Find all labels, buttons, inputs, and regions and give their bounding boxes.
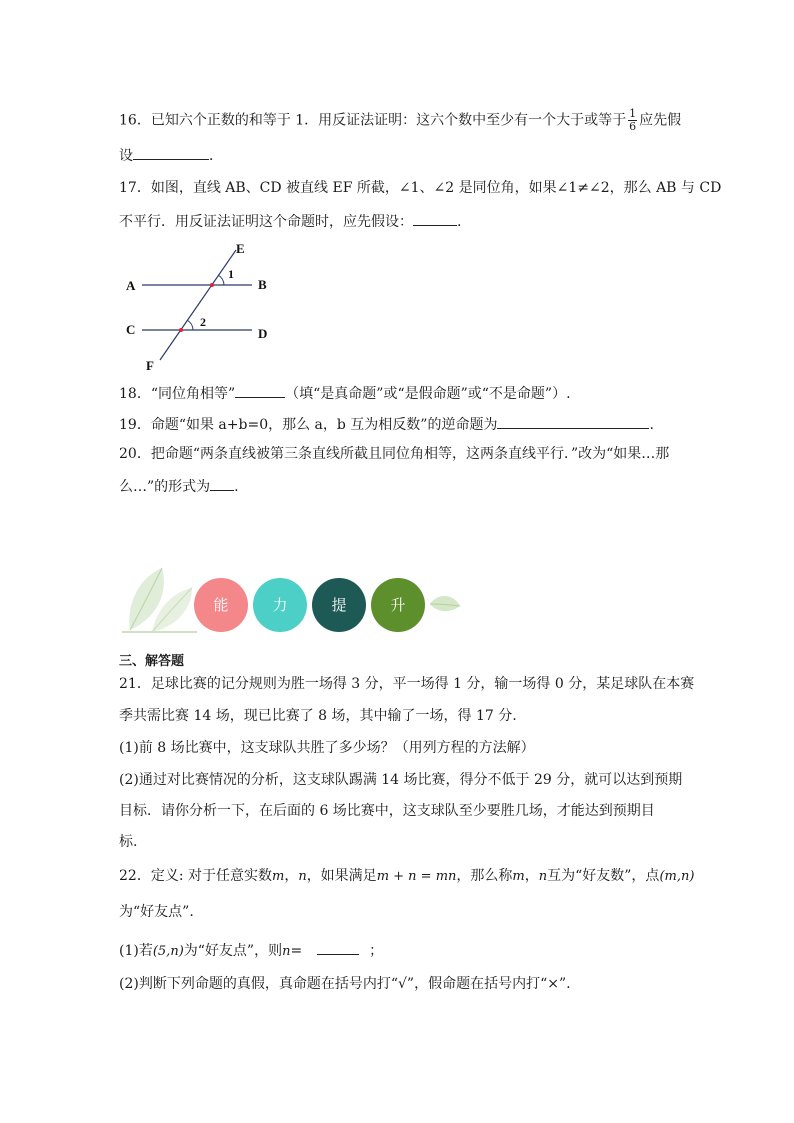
banner-circle-3: 提 [312, 578, 366, 632]
small-leaf-icon [428, 592, 462, 616]
leaf-decoration-icon [122, 566, 197, 634]
q22-line2: 为“好友点”. [119, 904, 194, 920]
angle-1-label: 1 [228, 267, 234, 281]
q22-part2: (2)判断下列命题的真假，真命题在括号内打“√”，假命题在括号内打“×”. [119, 976, 571, 992]
label-c: C [126, 322, 136, 337]
fraction-one-sixth: $\frac{1}{6}$ [629, 107, 637, 133]
banner-circle-1: 能 [194, 578, 248, 632]
q21-part2-line1: (2)通过对比赛情况的分析，这支球队踢满 14 场比赛，得分不低于 29 分，就可以达到预期 [119, 772, 683, 788]
q19-line: 19．命题“如果 a+b=0，那么 a，b 互为相反数”的逆命题为 . [119, 414, 654, 435]
angle-2-label: 2 [200, 315, 206, 329]
q20-line1: 20．把命题“两条直线被第三条直线所截且同位角相等，这两条直线平行．”改为“如果…那 [119, 446, 670, 462]
label-d: D [258, 326, 268, 341]
q18-line: 18．“同位角相等” （填“是真命题”或“是假命题”或“不是命题”）. [119, 383, 571, 404]
banner-circle-2: 力 [253, 578, 307, 632]
q16-line2: 设 ． [119, 145, 223, 166]
answer-blank[interactable] [413, 211, 457, 226]
label-f: F [146, 358, 154, 373]
banner-circle-4: 升 [371, 578, 425, 632]
answer-blank[interactable] [317, 940, 359, 955]
answer-blank[interactable] [235, 383, 285, 398]
q16-line1: 16．已知六个正数的和等于 1．用反证法证明：这六个数中至少有一个大于或等于 $\frac{1}{6}$ 应先假 [119, 107, 682, 133]
angle-2-arc [187, 320, 193, 330]
q17-line1: 17．如图，直线 AB、CD 被直线 EF 所截，∠1、∠2 是同位角，如果∠1≠∠2，那么 AB 与 CD [119, 180, 722, 196]
angle-1-arc [218, 275, 224, 285]
q21-part1: (1)前 8 场比赛中，这支球队共胜了多少场？（用列方程的方法解） [119, 740, 535, 756]
q22-line1: 22．定义: 对于任意实数m，n，如果满足m + n = mn，那么称m，n互为“好友数”，点(m,n) [119, 868, 695, 884]
answer-blank[interactable] [210, 476, 234, 491]
label-e: E [236, 241, 245, 256]
answer-blank[interactable] [497, 414, 649, 429]
q21-part2-line2: 目标．请你分析一下，在后面的 6 场比赛中，这支球队至少要胜几场，才能达到预期目 [119, 803, 655, 819]
q22-part1: (1)若(5,n)为“好友点”，则n= ； [119, 940, 383, 962]
label-b: B [258, 277, 267, 292]
intersection-point [210, 283, 214, 287]
q17-line2: 不平行．用反证法证明这个命题时，应先假设： . [119, 211, 461, 232]
q21-line1: 21．足球比赛的记分规则为胜一场得 3 分，平一场得 1 分，输一场得 0 分，某足球队在本赛 [119, 676, 695, 692]
line-ef [160, 250, 236, 360]
intersection-point [179, 328, 183, 332]
q20-line2: 么…”的形式为 . [119, 476, 239, 497]
q21-part2-line3: 标. [119, 834, 138, 850]
q21-line2: 季共需比赛 14 场，现已比赛了 8 场，其中输了一场，得 17 分. [119, 708, 517, 724]
ability-banner [122, 566, 472, 634]
answer-blank[interactable] [133, 145, 209, 160]
label-a: A [126, 278, 136, 293]
section-heading: 三、解答题 [119, 654, 185, 669]
parallel-lines-figure [120, 238, 290, 378]
